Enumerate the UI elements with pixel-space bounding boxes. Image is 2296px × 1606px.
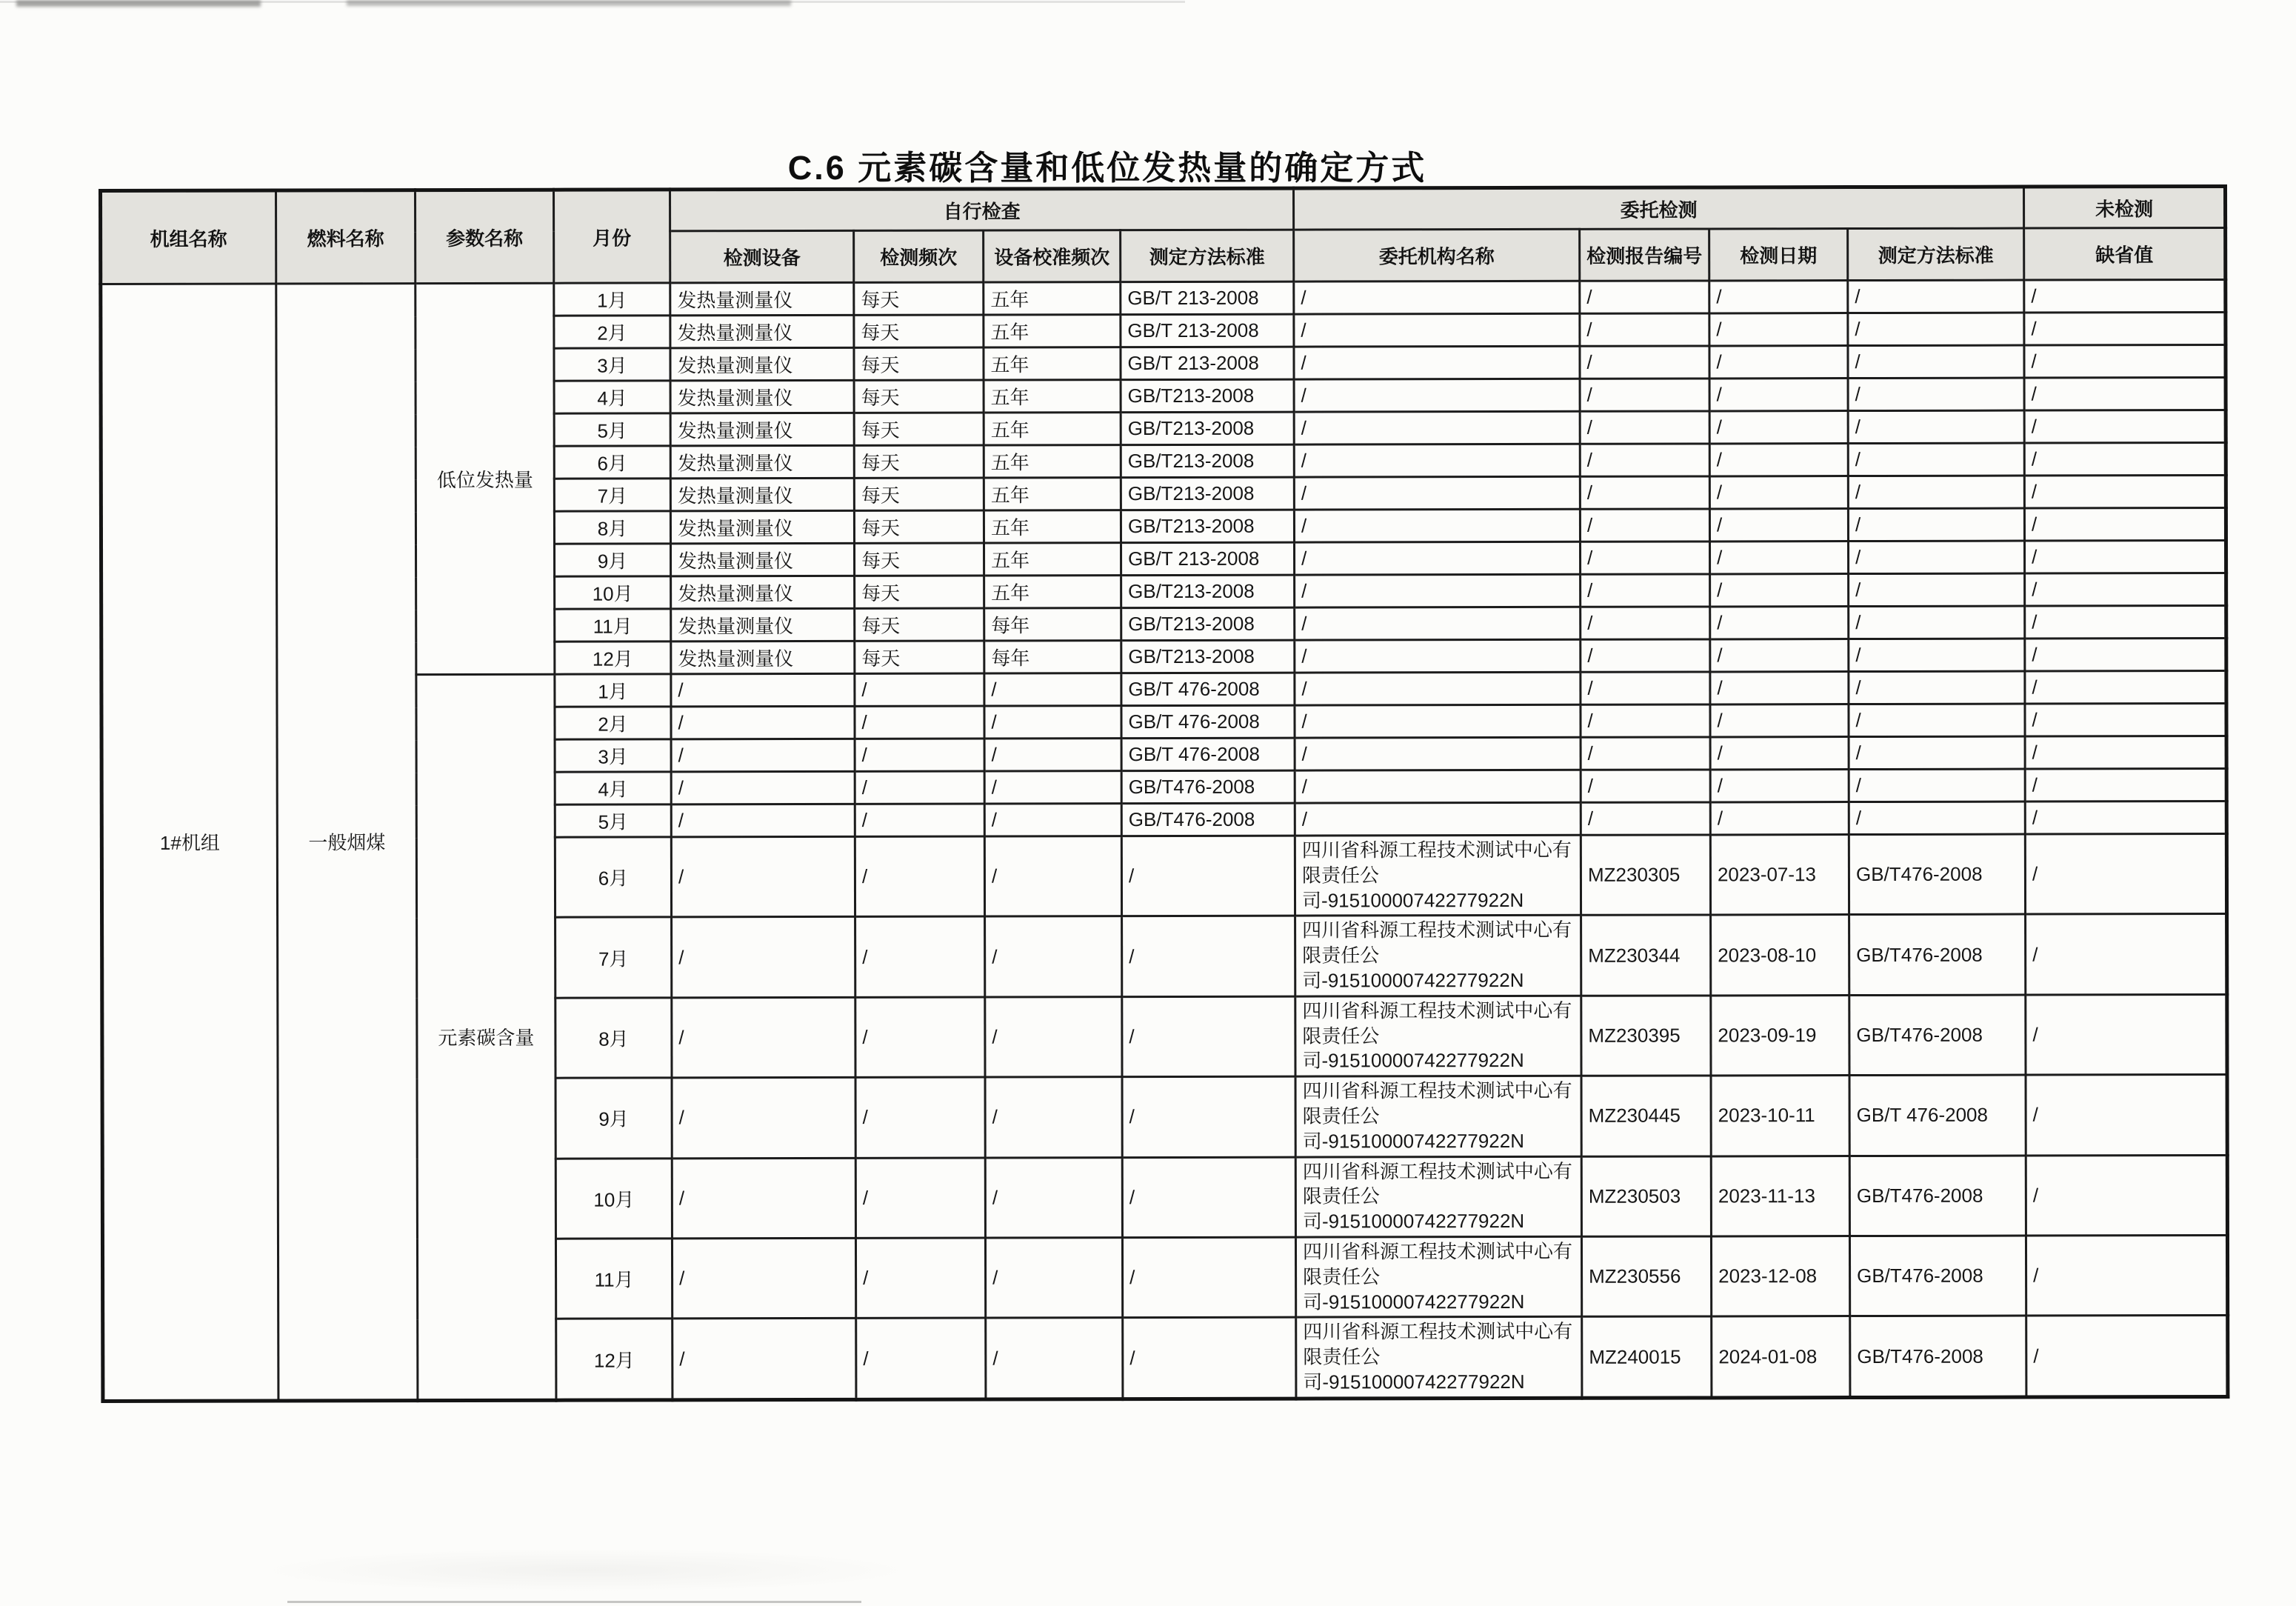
default-value-cell: / [2026,1155,2227,1236]
month-cell: 9月 [555,1078,672,1159]
agency-cell: 四川省科源工程技术测试中心有限责任公司-91510000742277922N [1295,835,1581,916]
commissioned-method-std-cell: / [1849,541,2025,573]
month-cell: 4月 [555,772,671,804]
date-cell: / [1710,737,1849,770]
frequency-cell: / [855,804,984,836]
report-no-cell: MZ230556 [1581,1236,1711,1317]
frequency-cell: / [855,706,984,739]
frequency-cell: 每天 [855,576,984,608]
frequency-cell: / [855,1158,985,1239]
frequency-cell: / [856,1318,986,1399]
self-method-std-cell: GB/T476-2008 [1121,770,1295,803]
month-cell: 3月 [554,348,670,381]
frequency-cell: / [855,673,984,706]
default-value-cell: / [2025,736,2226,769]
frequency-cell: 每天 [854,315,984,347]
device-cell: 发热量测量仪 [670,413,854,446]
self-method-std-cell: GB/T213-2008 [1121,477,1294,510]
frequency-cell: / [855,997,985,1078]
self-method-std-cell: / [1122,1237,1295,1318]
date-cell: / [1710,770,1849,802]
commissioned-method-std-cell: / [1849,704,2025,736]
calibration-cell: 五年 [984,347,1121,380]
report-no-cell: / [1580,444,1709,476]
agency-cell: / [1294,313,1580,347]
frequency-cell: 每天 [855,641,984,673]
default-value-cell: / [2024,377,2226,410]
month-cell: 4月 [554,381,670,413]
self-method-std-cell: / [1123,1317,1296,1399]
agency-cell: / [1295,737,1581,770]
month-cell: 11月 [555,1239,672,1319]
calibration-cell: 五年 [984,380,1121,413]
report-no-cell: / [1580,281,1709,313]
table-row [101,279,2226,316]
device-cell: / [671,673,855,707]
device-cell: 发热量测量仪 [670,380,854,413]
date-cell: 2024-01-08 [1712,1316,1850,1398]
header-self-test-group: 自行检查 [670,188,1294,231]
device-cell: / [671,804,855,837]
frequency-cell: 每天 [854,478,984,510]
month-cell: 11月 [555,609,671,642]
frequency-cell: 每天 [855,543,984,576]
default-value-cell: / [2025,670,2226,704]
calibration-cell: / [984,836,1121,917]
self-method-std-cell: GB/T 476-2008 [1121,738,1295,770]
device-cell: / [671,739,855,772]
header-month: 月份 [554,190,670,283]
commissioned-method-std-cell: GB/T476-2008 [1849,834,2025,915]
report-no-cell: / [1580,346,1709,379]
frequency-cell: 每天 [855,608,984,641]
determination-method-table [99,184,2229,1403]
commissioned-method-std-cell: / [1849,573,2025,606]
self-method-std-cell: GB/T213-2008 [1121,510,1294,542]
default-value-cell: / [2024,475,2226,508]
unit-name-cell: 1#机组 [101,284,278,1401]
table-body [101,279,2228,1401]
report-no-cell: MZ230445 [1581,1076,1711,1156]
header-commissioned-group: 委托检测 [1294,187,2024,230]
default-value-cell: / [2025,540,2226,573]
calibration-cell: 五年 [984,543,1121,576]
device-cell: / [672,1238,855,1319]
report-no-cell: / [1581,574,1710,607]
report-no-cell: / [1580,476,1709,509]
device-cell: / [671,706,855,739]
report-no-cell: / [1581,672,1710,704]
default-value-cell: / [2026,994,2227,1075]
header-commissioned-method-std: 测定方法标准 [1848,228,2024,280]
param-name-cell: 元素碳含量 [416,674,556,1400]
header-not-tested-group: 未检测 [2024,186,2226,228]
commissioned-method-std-cell: GB/T 476-2008 [1849,1075,2026,1156]
self-method-std-cell: / [1122,1157,1295,1238]
commissioned-method-std-cell: / [1849,606,2025,639]
month-cell: 9月 [555,544,671,576]
agency-cell: / [1295,574,1581,607]
report-no-cell: MZ230395 [1581,996,1711,1076]
calibration-cell: 五年 [984,315,1121,347]
agency-cell: / [1295,672,1581,705]
date-cell: / [1709,313,1848,346]
agency-cell: / [1295,770,1581,803]
default-value-cell: / [2025,703,2226,736]
calibration-cell: 五年 [984,478,1121,510]
agency-cell: 四川省科源工程技术测试中心有限责任公司-91510000742277922N [1296,1317,1582,1399]
commissioned-method-std-cell: / [1848,280,2024,313]
report-no-cell: / [1580,411,1709,444]
calibration-cell: / [985,916,1122,997]
calibration-cell: / [985,996,1122,1077]
frequency-cell: / [855,739,984,771]
commissioned-method-std-cell: / [1848,476,2024,508]
default-value-cell: / [2024,344,2226,378]
frequency-cell: 每天 [854,445,984,478]
calibration-cell: 每年 [984,608,1121,641]
default-value-cell: / [2025,768,2226,802]
header-calibration-frequency: 设备校准频次 [984,230,1121,282]
calibration-cell: / [986,1318,1123,1399]
default-value-cell: / [2024,312,2226,345]
commissioned-method-std-cell: / [1849,769,2025,802]
agency-cell: / [1294,509,1580,542]
self-method-std-cell: GB/T 476-2008 [1121,673,1295,705]
default-value-cell: / [2024,410,2226,443]
calibration-cell: 五年 [984,282,1121,315]
calibration-cell: / [985,1077,1122,1158]
agency-cell: / [1295,704,1581,738]
self-method-std-cell: GB/T213-2008 [1121,575,1295,607]
agency-cell: 四川省科源工程技术测试中心有限责任公司-91510000742277922N [1295,1076,1581,1156]
default-value-cell: / [2024,279,2226,313]
date-cell: 2023-09-19 [1711,995,1849,1076]
report-no-cell: / [1581,704,1710,737]
date-cell: 2023-08-10 [1711,915,1849,996]
agency-cell: 四川省科源工程技术测试中心有限责任公司-91510000742277922N [1295,916,1581,996]
device-cell: / [672,1078,855,1159]
date-cell: / [1710,802,1849,835]
self-method-std-cell: / [1122,916,1295,997]
report-no-cell: / [1580,509,1709,542]
month-cell: 5月 [554,413,670,446]
calibration-cell: 五年 [984,445,1121,478]
commissioned-method-std-cell: / [1849,736,2025,769]
date-cell: 2023-11-13 [1711,1156,1849,1236]
commissioned-method-std-cell: / [1849,671,2025,704]
agency-cell: / [1294,476,1580,510]
report-no-cell: / [1581,737,1710,770]
month-cell: 10月 [555,1158,672,1239]
default-value-cell: / [2025,833,2226,914]
self-method-std-cell: / [1121,836,1295,916]
device-cell: / [671,836,855,917]
month-cell: 1月 [554,283,670,316]
report-no-cell: / [1581,542,1710,574]
self-method-std-cell: GB/T 213-2008 [1121,281,1294,314]
device-cell: 发热量测量仪 [670,510,854,544]
month-cell: 12月 [556,1319,673,1400]
default-value-cell: / [2025,801,2226,834]
date-cell: / [1710,607,1849,639]
table-header [101,186,2226,284]
month-cell: 7月 [555,917,672,998]
date-cell: 2023-10-11 [1711,1076,1849,1156]
header-param-name: 参数名称 [416,190,554,283]
date-cell: / [1709,379,1848,411]
header-device: 检测设备 [670,230,854,283]
header-default-value: 缺省值 [2024,227,2226,280]
calibration-cell: / [985,1238,1122,1319]
report-no-cell: MZ240015 [1582,1316,1712,1398]
agency-cell: / [1294,281,1580,314]
date-cell: 2023-07-13 [1710,835,1849,916]
date-cell: / [1710,639,1849,672]
commissioned-method-std-cell: GB/T476-2008 [1850,1316,2026,1397]
agency-cell: / [1295,607,1581,640]
agency-cell: / [1295,542,1581,575]
report-no-cell: / [1581,607,1710,639]
report-no-cell: / [1581,802,1710,835]
frequency-cell: / [855,771,984,804]
commissioned-method-std-cell: / [1848,443,2024,476]
calibration-cell: 五年 [984,510,1121,543]
month-cell: 3月 [555,739,671,772]
date-cell: / [1709,281,1848,313]
commissioned-method-std-cell: / [1849,802,2025,834]
month-cell: 8月 [555,998,672,1079]
calibration-cell: 五年 [984,413,1121,445]
calibration-cell: / [985,1157,1122,1238]
self-method-std-cell: GB/T476-2008 [1121,803,1295,836]
agency-cell: 四川省科源工程技术测试中心有限责任公司-91510000742277922N [1295,1236,1581,1317]
default-value-cell: / [2026,1075,2227,1156]
device-cell: 发热量测量仪 [670,478,854,511]
default-value-cell: / [2026,914,2227,995]
device-cell: / [672,1158,855,1239]
scan-artifact [287,1601,861,1603]
device-cell: 发热量测量仪 [671,576,855,609]
device-cell: 发热量测量仪 [671,641,855,674]
frequency-cell: 每天 [854,282,984,315]
date-cell: / [1710,704,1849,737]
commissioned-method-std-cell: / [1848,410,2024,443]
device-cell: 发热量测量仪 [670,315,854,348]
header-self-method-std: 测定方法标准 [1121,230,1294,281]
frequency-cell: / [855,1238,985,1319]
agency-cell: / [1294,379,1580,412]
frequency-cell: / [855,916,985,997]
commissioned-method-std-cell: / [1848,378,2024,410]
agency-cell: / [1294,444,1580,477]
header-test-date: 检测日期 [1709,229,1848,281]
agency-cell: / [1295,802,1581,836]
self-method-std-cell: GB/T213-2008 [1121,412,1294,444]
month-cell: 10月 [555,576,671,609]
month-cell: 6月 [555,837,671,918]
commissioned-method-std-cell: GB/T476-2008 [1849,995,2026,1076]
self-method-std-cell: GB/T213-2008 [1121,379,1294,412]
month-cell: 6月 [554,446,670,479]
device-cell: 发热量测量仪 [671,543,855,576]
agency-cell: / [1294,346,1580,379]
param-name-cell: 低位发热量 [416,283,555,674]
header-fuel-name: 燃料名称 [276,190,416,284]
commissioned-method-std-cell: GB/T476-2008 [1849,914,2026,995]
report-no-cell: MZ230305 [1581,835,1710,916]
date-cell: / [1709,444,1848,476]
date-cell: / [1710,574,1849,607]
agency-cell: / [1295,639,1581,673]
self-method-std-cell: GB/T 213-2008 [1121,542,1295,575]
report-no-cell: MZ230503 [1581,1156,1711,1237]
date-cell: / [1709,476,1848,509]
scan-artifact [252,1548,918,1593]
report-no-cell: / [1580,313,1709,346]
default-value-cell: / [2025,638,2226,671]
date-cell: / [1710,542,1849,574]
date-cell: 2023-12-08 [1711,1236,1849,1317]
device-cell: / [672,997,855,1078]
default-value-cell: / [2026,1235,2227,1316]
table-row [101,670,2226,707]
device-cell: / [673,1319,856,1400]
agency-cell: 四川省科源工程技术测试中心有限责任公司-91510000742277922N [1295,996,1581,1076]
report-no-cell: / [1581,639,1710,672]
month-cell: 5月 [555,804,671,837]
default-value-cell: / [2025,573,2226,606]
page-title: C.6 元素碳含量和低位发热量的确定方式 [787,149,1427,187]
date-cell: / [1709,411,1848,444]
self-method-std-cell: GB/T213-2008 [1121,640,1295,673]
header-report-no: 检测报告编号 [1580,229,1709,281]
frequency-cell: 每天 [854,413,984,445]
device-cell: 发热量测量仪 [670,445,854,479]
date-cell: / [1710,672,1849,704]
device-cell: 发热量测量仪 [671,608,855,642]
device-cell: 发热量测量仪 [670,347,854,381]
commissioned-method-std-cell: GB/T476-2008 [1849,1156,2026,1236]
month-cell: 2月 [555,707,671,739]
calibration-cell: / [984,771,1121,804]
scan-artifact [0,1,1185,3]
agency-cell: 四川省科源工程技术测试中心有限责任公司-91510000742277922N [1295,1156,1581,1237]
default-value-cell: / [2025,605,2226,639]
agency-cell: / [1294,411,1580,444]
frequency-cell: / [855,836,984,917]
self-method-std-cell: GB/T213-2008 [1121,444,1294,477]
self-method-std-cell: GB/T 213-2008 [1121,347,1294,379]
header-frequency: 检测频次 [854,230,984,282]
frequency-cell: 每天 [854,380,984,413]
self-method-std-cell: / [1122,1076,1295,1157]
fuel-name-cell: 一般烟煤 [276,284,418,1401]
commissioned-method-std-cell: GB/T476-2008 [1849,1236,2026,1316]
month-cell: 1月 [555,674,671,707]
frequency-cell: 每天 [854,510,984,543]
header-agency-name: 委托机构名称 [1294,229,1580,281]
device-cell: 发热量测量仪 [670,282,854,316]
frequency-cell: / [855,1077,985,1158]
default-value-cell: / [2024,507,2226,541]
month-cell: 2月 [554,316,670,348]
calibration-cell: 每年 [984,641,1121,673]
commissioned-method-std-cell: / [1848,345,2024,378]
calibration-cell: / [984,706,1121,739]
header-group-row [101,186,2226,232]
date-cell: / [1709,509,1848,542]
self-method-std-cell: / [1122,996,1295,1077]
commissioned-method-std-cell: / [1849,639,2025,671]
default-value-cell: / [2024,442,2226,476]
self-method-std-cell: GB/T 213-2008 [1121,314,1294,347]
date-cell: / [1709,346,1848,379]
month-cell: 12月 [555,642,671,674]
header-unit-name: 机组名称 [101,190,276,284]
month-cell: 8月 [554,511,670,544]
report-no-cell: MZ230344 [1581,915,1711,996]
device-cell: / [672,917,855,998]
report-no-cell: / [1580,379,1709,411]
self-method-std-cell: GB/T213-2008 [1121,607,1295,640]
commissioned-method-std-cell: / [1848,508,2024,541]
report-no-cell: / [1581,770,1710,802]
calibration-cell: 五年 [984,576,1121,608]
commissioned-method-std-cell: / [1848,313,2024,345]
device-cell: / [671,771,855,804]
calibration-cell: / [984,739,1121,771]
month-cell: 7月 [554,479,670,511]
default-value-cell: / [2026,1316,2228,1397]
self-method-std-cell: GB/T 476-2008 [1121,705,1295,738]
calibration-cell: / [984,804,1121,836]
frequency-cell: 每天 [854,347,984,380]
calibration-cell: / [984,673,1121,706]
